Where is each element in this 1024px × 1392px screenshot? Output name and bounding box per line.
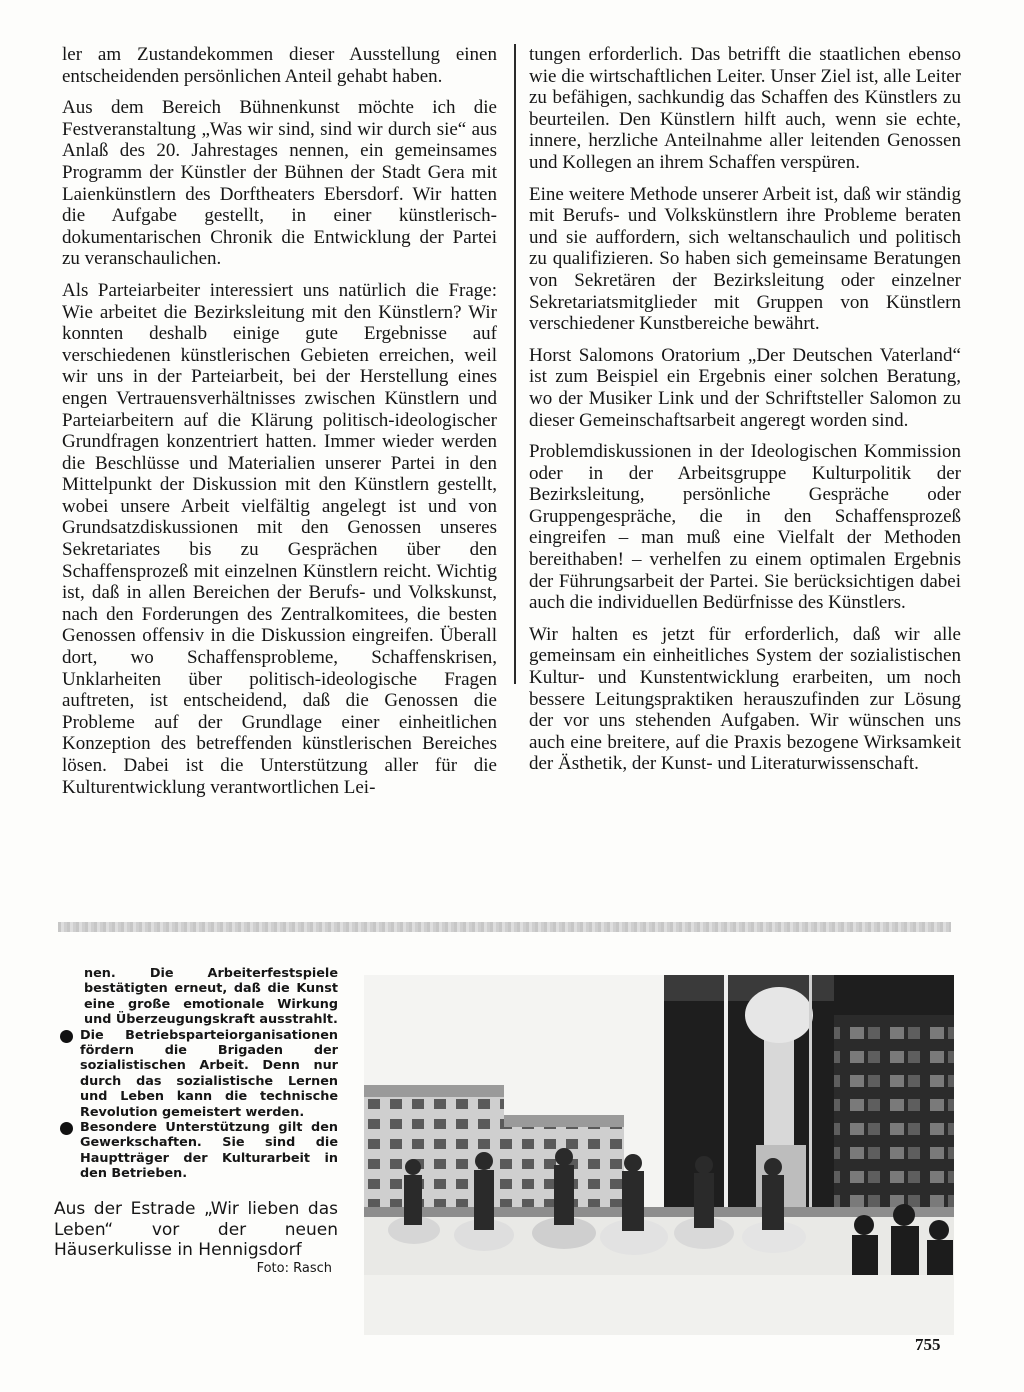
column-divider — [514, 44, 516, 684]
section-separator-band — [58, 922, 951, 932]
paragraph: Wir halten es jetzt für erforderlich, daß wir alle gemeinsam ein einheitliches System der sozialistischen Kultur- und Kunstentwicklung erarbeiten, um noch bessere Leitungspraktiken herauszufinden zur Lösung der vor uns stehenden Aufgaben. Wir wünschen uns auch eine breitere, auf die Praxis bezogene Wirksamkeit der Ästhetik, der Kunst- und Literaturwissenschaft. — [529, 623, 961, 775]
bullet-text: Die Betriebsparteiorganisationen fördern die Brigaden der sozialistischen Arbeit. Denn nur durch das sozialistische Lernen und Leben kann die technische Revolution gemeistert werden. — [80, 1027, 338, 1120]
paragraph: Aus dem Bereich Bühnenkunst möchte ich die Festveranstaltung „Was wir sind, sind wir durch sie“ aus Anlaß des 20. Jahrestages nennen, ein gemeinsames Programm der Künstler der Bühnen der Stadt Gera mit Laienkünstlern des Dorftheaters Ebersdorf. Wir hatten die Aufgabe gestellt, in einer künstlerisch-dokumentarischen Chronik die Entwicklung der Partei zu veranschaulichen. — [62, 97, 497, 270]
paragraph: tungen erforderlich. Das betrifft die staatlichen ebenso wie die wirtschaftlichen Leiter. Unser Ziel ist, alle Leiter zu befähigen, sachkundig das Schaffen des Künstlers zu beurteilen. Den Künstlern hilft auch, wenn sie echte, innere, herzliche Anteilnahme aller leitenden Genossen und Kollegen an ihrem Schaffen verspüren. — [529, 44, 961, 173]
photo-folk-dance-performance — [364, 975, 954, 1335]
sidebar-bullet-item — [60, 1028, 338, 1120]
paragraph: Problemdiskussionen in der Ideologischen Kommission oder in der Arbeitsgruppe Kulturpolitik der Bezirksleitung, persönliche Gespräche oder Gruppengespräche, die in den Schaffensprozeß eingreifen – man muß eine Vielfalt der Methoden bereithaben! – verhelfen zu einem optimalen Ergebnis der Führungsarbeit der Partei. Sie berücksichtigen dabei auch die individuellen Bedürfnisse des Künstlers. — [529, 441, 961, 614]
left-text-column — [62, 44, 497, 808]
right-text-column — [529, 44, 961, 785]
sidebar-continuation: nen. Die Arbeiterfestspiele bestätigten erneut, daß die Kunst eine große emotionale Wirkung und Überzeugungskraft ausstrahlt. — [84, 966, 338, 1028]
paragraph: Als Parteiarbeiter interessiert uns natürlich die Frage: Wie arbeitet die Bezirksleitung mit den Künstlern? Wir konnten deshalb einige gute Ergebnisse auf verschiedenen künstlerischen Gebieten erreichen, weil wir uns in der Parteiarbeit, bei der Herstellung eines engen Vertrauensverhältnisses zwischen Künstlern und Parteiarbeitern auf die Klärung politisch-ideologischer Grundfragen konzentriert hatten. Immer wieder werden die Beschlüsse und Materialien unserer Partei in den Mittelpunkt der Diskussion mit den Künstlern gestellt, wobei unsere Arbeit vielfältig angelegt ist und von Grundsatzdiskussionen mit den Genossen unseres Sekretariates bis zu Gesprächen über den Schaffensprozeß mit einzelnen Künstlern reicht. Wichtig ist, daß in allen Bereichen der Berufs- und Volkskunst, nach den Forderungen des Zentralkomitees, die besten Genossen offensiv in die Diskussion eingreifen. Überall dort, wo Schaffensprobleme, Schaffenskrisen, Unklarheiten über politisch-ideologische Fragen auftreten, ist entscheidend, daß die Genossen die Probleme auf der Grundlage einer einheitlichen Konzeption des betreffenden künstlerischen Bereiches lösen. Dabei ist die Unterstützung aller für die Kulturentwicklung verantwortlichen Lei- — [62, 279, 497, 798]
bullet-icon — [60, 1030, 73, 1043]
bullet-icon — [60, 1122, 73, 1135]
paragraph: Eine weitere Methode unserer Arbeit ist, daß wir ständig mit Berufs- und Volkskünstlern ihre Probleme beraten und sie auffordern, sich weltanschaulich und politisch zu qualifizieren. So haben sich gemeinsame Beratungen von Sekretären der Bezirksleitung oder einzelner Sekretariatsmitglieder mit Gruppen von Künstlern verschiedener Kunstbereiche bewährt. — [529, 183, 961, 335]
bullet-text: Besondere Unterstützung gilt den Gewerkschaften. Sie sind die Hauptträger der Kulturarbeit in den Betrieben. — [80, 1120, 338, 1182]
sidebar-bullet-item — [60, 1120, 338, 1182]
sidebar-bullet-list — [60, 966, 338, 1182]
photo-caption: Aus der Estrade „Wir lieben das Leben“ vor der neuen Häuserkulisse in Hennigsdorf — [54, 1199, 338, 1260]
paragraph: Horst Salomons Oratorium „Der Deutschen Vaterland“ ist zum Beispiel ein Ergebnis einer solchen Beratung, wo der Musiker Link und der Schriftsteller Salomon zu dieser Gemeinschaftsarbeit angeregt worden sind. — [529, 344, 961, 431]
photo-credit: Foto: Rasch — [256, 1261, 332, 1276]
paragraph: ler am Zustandekommen dieser Ausstellung einen entscheidenden persönlichen Anteil gehabt haben. — [62, 44, 497, 87]
photo-illustration — [364, 975, 954, 1335]
page-number: 755 — [915, 1335, 941, 1354]
